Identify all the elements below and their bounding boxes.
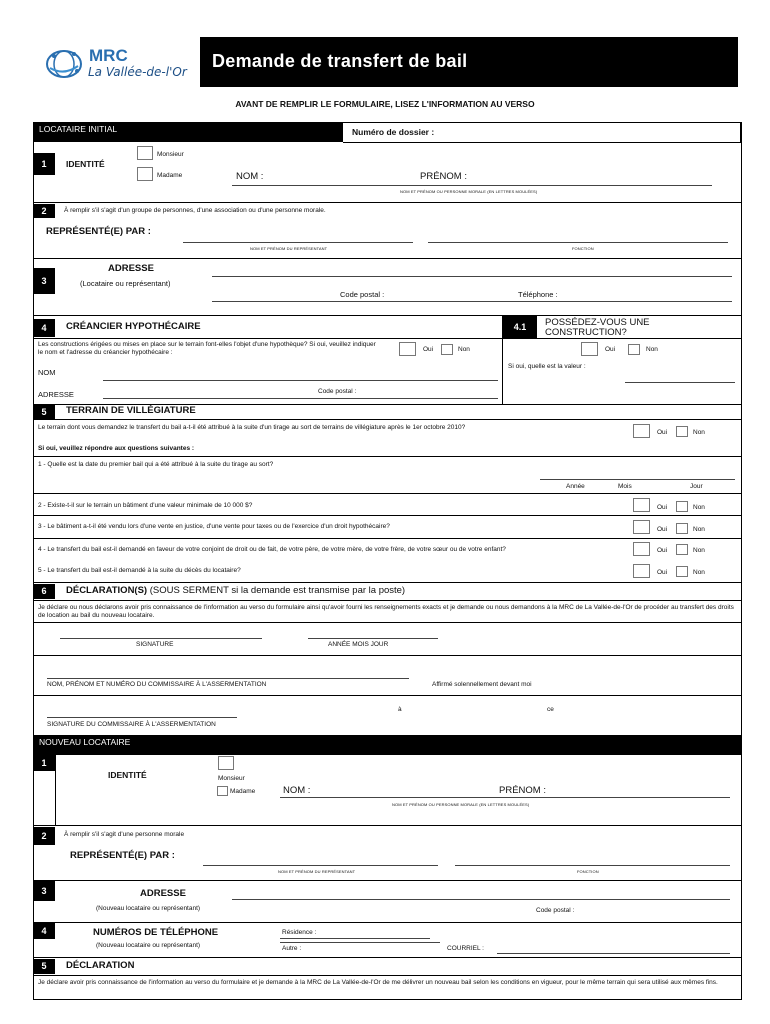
q3-text: 3 - Le bâtiment a-t-il été vendu lors d'une vente en justice, d'une vente pour taxes ou de l'exercice d'un droit hypothécaire? xyxy=(38,523,390,530)
rep-name-line[interactable] xyxy=(183,242,413,243)
frame-left xyxy=(33,122,34,1000)
q5-non-label: Non xyxy=(693,569,705,576)
construction-oui-label: Oui xyxy=(605,346,616,353)
new-declaration-title: DÉCLARATION xyxy=(66,960,135,971)
q4-text: 4 - Le transfert du bail est-il demandé en faveur de votre conjoint de droit ou de fait, de votre père, de votre mère, de votre frère, de votre sœur ou de votre enfant? xyxy=(38,546,506,553)
new-postal-label: Code postal : xyxy=(536,907,575,914)
creancier-text: Les constructions érigées ou mises en place sur le terrain font-elles l'objet d'une hypothèque? Si oui, veuillez indiquer le nom et l'adresse du créancier hypothécaire : xyxy=(38,341,376,356)
nom-label: NOM : xyxy=(236,171,264,182)
q1-jour: Jour xyxy=(690,483,703,490)
new-autre-label: Autre : xyxy=(282,945,302,952)
dossier-label: Numéro de dossier : xyxy=(352,127,435,137)
rep-title: REPRÉSENTÉ(E) PAR : xyxy=(46,226,151,237)
new-rep-title: REPRÉSENTÉ(E) PAR : xyxy=(70,850,175,861)
section-num-3: 3 xyxy=(33,268,55,294)
q2-non-checkbox[interactable] xyxy=(676,501,688,512)
section-bar-locataire xyxy=(33,122,343,142)
new-identite-title: IDENTITÉ xyxy=(108,770,147,780)
new-adresse-title: ADRESSE xyxy=(140,888,186,899)
section-nouveau-label: NOUVEAU LOCATAIRE xyxy=(39,737,131,747)
page-subtitle: AVANT DE REMPLIR LE FORMULAIRE, LISEZ L'INFORMATION AU VERSO xyxy=(235,99,535,109)
q5-text: 5 - Le transfert du bail est-il demandé à la suite du décès du locataire? xyxy=(38,567,241,574)
new-monsieur-checkbox[interactable] xyxy=(218,756,234,770)
divider xyxy=(33,456,741,457)
adresse-line-2[interactable] xyxy=(212,301,732,302)
creancier-non-checkbox[interactable] xyxy=(441,344,453,355)
section-num-1: 1 xyxy=(33,153,55,175)
declaration-subtitle: (SOUS SERMENT si la demande est transmise par la poste) xyxy=(149,585,406,596)
creancier-adresse-line[interactable] xyxy=(103,398,498,399)
section-num-4: 4 xyxy=(33,319,55,337)
new-section-num-3: 3 xyxy=(33,881,55,901)
new-rep-function-line[interactable] xyxy=(455,865,730,866)
rep-note: À remplir s'il s'agit d'un groupe de personnes, d'une association ou d'une personne morale. xyxy=(64,207,326,214)
creancier-adresse-label: ADRESSE xyxy=(38,390,74,399)
new-monsieur-label: Monsieur xyxy=(218,775,245,782)
new-prenom-label: PRÉNOM : xyxy=(499,785,546,796)
divider xyxy=(33,538,741,539)
logo-mrc-text: MRC xyxy=(89,46,128,65)
rep-cap1: NOM ET PRÉNOM DU REPRÉSENTANT xyxy=(250,246,328,251)
section-num-41: 4.1 xyxy=(503,316,537,338)
terrain-sioui: Si oui, veuillez répondre aux questions suivantes : xyxy=(38,445,195,452)
new-autre-line[interactable] xyxy=(280,942,440,943)
q3-non-checkbox[interactable] xyxy=(676,523,688,534)
divider xyxy=(33,622,741,623)
new-adresse-sub: (Nouveau locataire ou représentant) xyxy=(96,905,201,912)
divider xyxy=(33,338,741,339)
madame-checkbox[interactable] xyxy=(137,167,153,181)
section-locataire-label: LOCATAIRE INITIAL xyxy=(39,124,118,134)
frame-right xyxy=(741,122,742,1000)
affirme-label: Affirmé solennellement devant moi xyxy=(432,681,532,688)
q4-oui-checkbox[interactable] xyxy=(633,542,650,556)
nom-line[interactable] xyxy=(232,185,712,186)
creancier-oui-label: Oui xyxy=(423,346,434,353)
new-section-num-5: 5 xyxy=(33,959,55,974)
section-num-2: 2 xyxy=(33,204,55,218)
divider xyxy=(33,922,741,923)
declaration-title: DÉCLARATION(S) xyxy=(66,585,148,596)
q2-oui-checkbox[interactable] xyxy=(633,498,650,512)
rep-cap2: FONCTION xyxy=(572,246,594,251)
section-num-6: 6 xyxy=(33,584,55,599)
prenom-label: PRÉNOM : xyxy=(420,171,467,182)
creancier-postal-label: Code postal : xyxy=(318,388,357,395)
commissaire-line[interactable] xyxy=(47,678,409,679)
a-label: à xyxy=(398,706,402,713)
mrc-logo xyxy=(44,44,194,84)
divider xyxy=(33,582,741,583)
creancier-nom-label: NOM xyxy=(38,368,56,377)
divider xyxy=(33,655,741,656)
q4-non-checkbox[interactable] xyxy=(676,544,688,555)
new-courriel-line[interactable] xyxy=(497,953,730,954)
divider xyxy=(33,202,741,203)
new-courriel-label: COURRIEL : xyxy=(447,945,484,952)
ce-label: ce xyxy=(547,706,554,713)
divider xyxy=(33,957,741,958)
declaration-text: Je déclare ou nous déclarons avoir pris connaissance de l'information au verso du formulaire ainsi qu'avoir fourni les renseignements exacts et je demande ou nous demandons à la MRC de La Vallée-de-l'Or de procéder au transfert des droits de location au bail du nouveau locataire. xyxy=(38,604,734,619)
new-residence-label: Résidence : xyxy=(282,929,317,936)
creancier-oui-checkbox[interactable] xyxy=(399,342,416,356)
date-label: ANNÉE MOIS JOUR xyxy=(328,641,389,648)
monsieur-label: Monsieur xyxy=(157,151,184,158)
terrain-non-label: Non xyxy=(693,429,705,436)
divider xyxy=(33,600,741,601)
construction-valeur-label: Si oui, quelle est la valeur : xyxy=(508,363,586,370)
q3-oui-checkbox[interactable] xyxy=(633,520,650,534)
mrc-globe-icon xyxy=(44,44,84,84)
q1-text: 1 - Quelle est la date du premier bail qui a été attribué à la suite du tirage au sort? xyxy=(38,461,274,468)
terrain-title: TERRAIN DE VILLÉGIATURE xyxy=(66,405,196,416)
adresse-line[interactable] xyxy=(212,276,732,277)
q3-non-label: Non xyxy=(693,526,705,533)
q2-non-label: Non xyxy=(693,504,705,511)
terrain-non-checkbox[interactable] xyxy=(676,426,688,437)
new-rep-cap1: NOM ET PRÉNOM DU REPRÉSENTANT xyxy=(278,869,356,874)
divider xyxy=(33,493,741,494)
madame-label: Madame xyxy=(157,172,183,179)
new-nom-label: NOM : xyxy=(283,785,311,796)
declaration-title-wrap xyxy=(66,585,405,596)
new-nom-line[interactable] xyxy=(280,797,730,798)
divider xyxy=(55,755,56,825)
creancier-title: CRÉANCIER HYPOTHÉCAIRE xyxy=(66,321,201,332)
divider xyxy=(33,695,741,696)
new-rep-note: À remplir s'il s'agit d'une personne morale xyxy=(64,831,185,838)
nom-caption: NOM ET PRÉNOM OU PERSONNE MORALE (EN LETTRES MOULÉES) xyxy=(400,189,538,194)
divider xyxy=(33,315,741,316)
q2-oui-label: Oui xyxy=(657,504,668,511)
identite-title: IDENTITÉ xyxy=(66,159,105,169)
q4-non-label: Non xyxy=(693,547,705,554)
new-residence-line[interactable] xyxy=(280,938,430,939)
frame-bottom xyxy=(33,999,741,1000)
postal-label: Code postal : xyxy=(340,290,385,299)
new-rep-cap2: FONCTION xyxy=(577,869,599,874)
q1-date-line[interactable] xyxy=(540,479,735,480)
construction-valeur-line[interactable] xyxy=(625,382,735,383)
adresse-title: ADRESSE xyxy=(108,263,154,274)
divider xyxy=(33,880,741,881)
logo-sub-text: La Vallée-de-l'Or xyxy=(88,65,187,79)
adresse-sub: (Locataire ou représentant) xyxy=(80,279,171,288)
new-tel-sub: (Nouveau locataire ou représentant) xyxy=(96,942,201,949)
sig-comm-line[interactable] xyxy=(47,717,237,718)
new-declaration-text: Je déclare avoir pris connaissance de l'information au verso du formulaire et je demande à la MRC de La Vallée-de-l'Or de me délivrer un nouveau bail selon les conditions en vigueur, pour le même terrain qui sera utilisé aux mêmes fins. xyxy=(38,979,718,986)
rep-function-line[interactable] xyxy=(428,242,728,243)
creancier-non-label: Non xyxy=(458,346,470,353)
section-num-5: 5 xyxy=(33,405,55,419)
new-nom-caption: NOM ET PRÉNOM OU PERSONNE MORALE (EN LETTRES MOULÉES) xyxy=(392,802,530,807)
new-adresse-line[interactable] xyxy=(232,899,730,900)
new-madame-checkbox[interactable] xyxy=(217,786,228,796)
construction-non-label: Non xyxy=(646,346,658,353)
terrain-oui-label: Oui xyxy=(657,429,668,436)
q2-text: 2 - Existe-t-il sur le terrain un bâtiment d'une valeur minimale de 10 000 $? xyxy=(38,502,253,509)
divider xyxy=(33,975,741,976)
new-section-num-2: 2 xyxy=(33,827,55,845)
q5-oui-checkbox[interactable] xyxy=(633,564,650,578)
sig-comm-label: SIGNATURE DU COMMISSAIRE À L'ASSERMENTATION xyxy=(47,721,216,728)
q5-oui-label: Oui xyxy=(657,569,668,576)
q4-oui-label: Oui xyxy=(657,547,668,554)
q3-oui-label: Oui xyxy=(657,526,668,533)
telephone-label: Téléphone : xyxy=(518,290,558,299)
terrain-oui-checkbox[interactable] xyxy=(633,424,650,438)
construction-oui-checkbox[interactable] xyxy=(581,342,598,356)
q1-annee: Année xyxy=(566,483,585,490)
divider xyxy=(33,825,741,826)
page-title: Demande de transfert de bail xyxy=(212,51,468,71)
construction-title: POSSÉDEZ-VOUS UNE CONSTRUCTION? xyxy=(545,317,650,338)
new-section-num-4: 4 xyxy=(33,923,55,939)
terrain-text: Le terrain dont vous demandez le transfert du bail a-t-il été attribué à la suite d'un tirage au sort de terrains de villégiature après le 1er octobre 2010? xyxy=(38,424,466,431)
date-line[interactable] xyxy=(308,638,438,639)
monsieur-checkbox[interactable] xyxy=(137,146,153,160)
commissaire-label: NOM, PRÉNOM ET NUMÉRO DU COMMISSAIRE À L'ASSERMENTATION xyxy=(47,681,267,688)
signature-line[interactable] xyxy=(60,638,262,639)
q1-mois: Mois xyxy=(618,483,632,490)
new-rep-name-line[interactable] xyxy=(203,865,438,866)
new-tel-title: NUMÉROS DE TÉLÉPHONE xyxy=(93,927,219,938)
construction-non-checkbox[interactable] xyxy=(628,344,640,355)
new-section-num-1: 1 xyxy=(33,755,55,771)
q5-non-checkbox[interactable] xyxy=(676,566,688,577)
creancier-nom-line[interactable] xyxy=(103,380,498,381)
divider xyxy=(33,419,741,420)
title-banner xyxy=(200,37,738,87)
section-bar-nouveau xyxy=(33,735,741,755)
signature-label: SIGNATURE xyxy=(136,641,174,648)
divider xyxy=(33,258,741,259)
divider xyxy=(33,515,741,516)
new-madame-label: Madame xyxy=(230,788,256,795)
